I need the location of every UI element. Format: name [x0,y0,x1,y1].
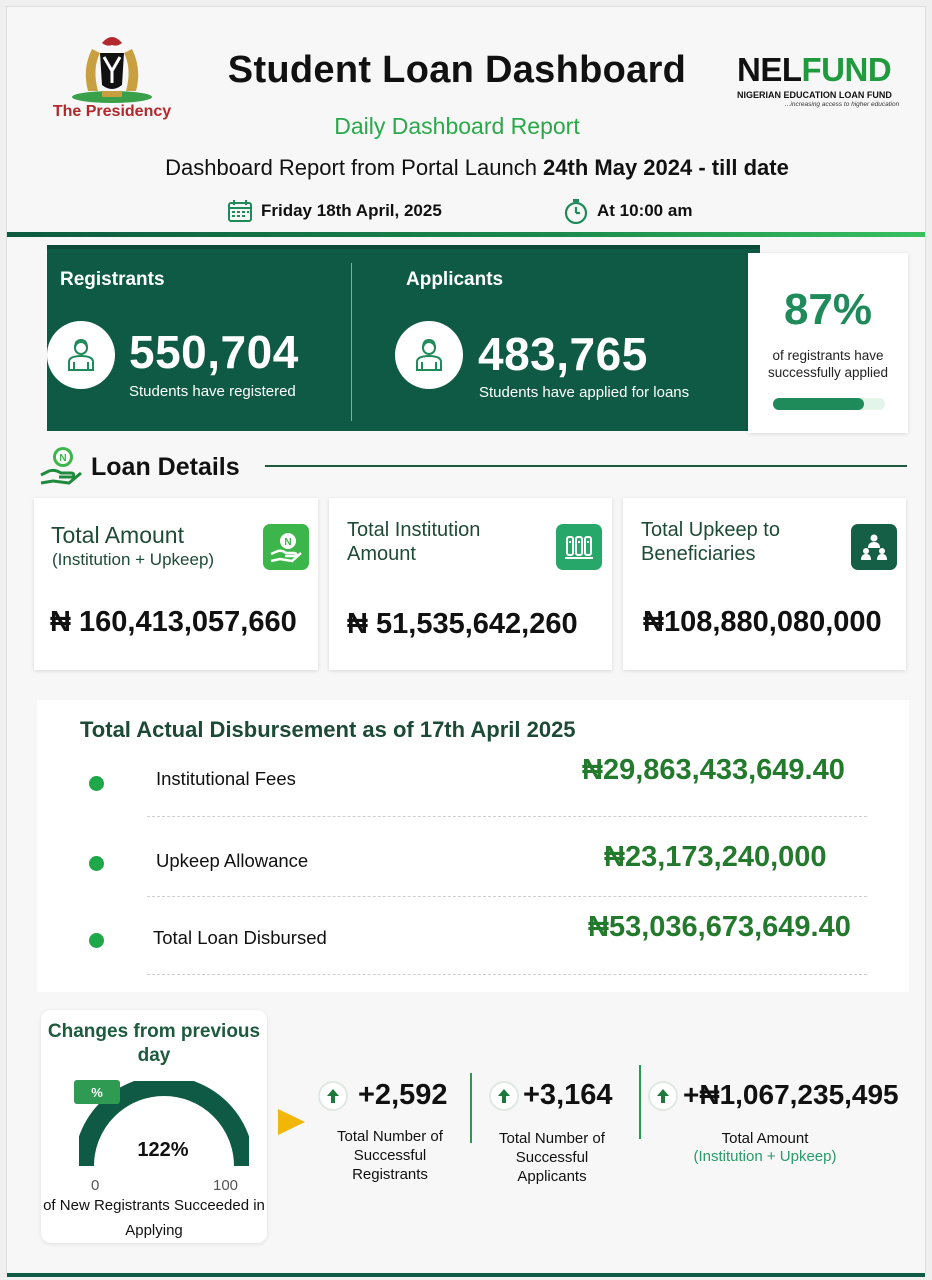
applicants-desc: Students have applied for loans [479,384,690,401]
success-rate-value: 87% [783,285,873,334]
page-subtitle: Daily Dashboard Report [334,113,580,139]
student-icon [395,321,463,389]
gauge-max-label: 100 [213,1177,239,1194]
disbursement-amount: ₦29,863,433,649.40 [582,754,845,786]
bullet-dot [89,776,104,791]
card-title: Total Upkeep to Beneficiaries [641,519,780,565]
dashed-separator [147,896,867,897]
institution-amount-card [329,498,612,670]
upkeep-amount-card [623,498,906,670]
metric-desc: Total Number of Successful Registrants [337,1128,443,1183]
play-arrow-icon [277,1107,307,1137]
metric-divider [470,1073,472,1143]
dashboard-page [6,6,926,1274]
stopwatch-icon [563,198,589,224]
coat-of-arms-icon [62,29,162,105]
disbursement-amount: ₦53,036,673,649.40 [588,911,851,943]
page-title: Student Loan Dashboard [227,49,687,91]
gauge-min-label: 0 [91,1177,100,1194]
report-date [227,197,442,225]
card-title: Total Amount [51,522,184,548]
hand-coin-icon [39,445,83,487]
loan-details-rule [265,465,907,467]
card-amount: ₦ 51,535,642,260 [347,608,578,640]
gauge-value: 122% [137,1139,189,1161]
applicants-label: Applicants [406,269,504,290]
dashed-separator [147,816,867,817]
launch-suffix: - till date [692,155,789,180]
registrants-desc: Students have registered [129,383,296,400]
hand-coin-icon [263,524,309,570]
success-rate-card [748,253,908,433]
metric-divider [639,1065,641,1139]
arrow-up-icon [318,1081,348,1111]
launch-prefix: Dashboard Report from Portal Launch [165,155,544,180]
svg-text:N: N [59,453,67,464]
metric-value: +2,592 [358,1079,448,1111]
svg-text:N: N [284,537,292,548]
metric-value: +3,164 [523,1079,613,1111]
loan-details-title: Loan Details [91,453,240,481]
calendar-icon [227,199,253,223]
stats-divider [351,263,352,421]
percent-badge: % [74,1080,120,1104]
launch-period [67,155,887,181]
gauge-caption: of New Registrants Succeeded in Applying [43,1197,265,1239]
student-icon [47,321,115,389]
metric-desc: Total Number of Successful Applicants [499,1130,605,1185]
building-columns-icon [556,524,602,570]
report-time-text: At 10:00 am [597,201,693,220]
card-subtitle: (Institution + Upkeep) [52,550,215,569]
nelfund-logo [737,53,917,108]
arrow-up-icon [489,1081,519,1111]
disbursement-title: Total Actual Disbursement as of 17th April 2025 [80,717,576,742]
dashed-separator [147,974,867,975]
disbursement-label: Total Loan Disbursed [153,927,327,948]
bullet-dot [89,933,104,948]
nelfund-full-name: NIGERIAN EDUCATION LOAN FUND [737,90,892,100]
success-rate-desc: of registrants have successfully applied [767,348,889,380]
card-amount: ₦108,880,080,000 [643,606,882,638]
presidency-label: The Presidency [52,103,172,120]
header-divider [7,232,925,237]
card-amount: ₦ 160,413,057,660 [50,606,297,638]
bullet-dot [89,856,104,871]
arrow-up-icon [648,1081,678,1111]
metric-subdesc: (Institution + Upkeep) [693,1148,837,1165]
metric-desc: Total Amount [721,1130,809,1147]
total-amount-card [34,498,318,670]
disbursement-amount: ₦23,173,240,000 [604,841,827,873]
banner-topline [47,245,760,249]
metric-value: +₦1,067,235,495 [683,1079,899,1110]
nelfund-wordmark: NELFUND [737,51,892,88]
registrants-label: Registrants [60,269,165,290]
people-hierarchy-icon [851,524,897,570]
nelfund-tagline: ...increasing access to higher education [785,101,900,108]
success-progress-fill [773,398,864,410]
card-title: Total Institution Amount [347,519,481,565]
report-time [563,197,692,225]
disbursement-label: Institutional Fees [156,768,296,789]
disbursement-label: Upkeep Allowance [156,850,309,871]
registrants-value: 550,704 [129,326,299,378]
launch-date: 24th May 2024 [543,155,693,180]
changes-title: Changes from previous day [47,1021,261,1066]
applicants-value: 483,765 [478,328,648,380]
report-date-text: Friday 18th April, 2025 [261,201,442,220]
footer-bar [7,1273,925,1277]
